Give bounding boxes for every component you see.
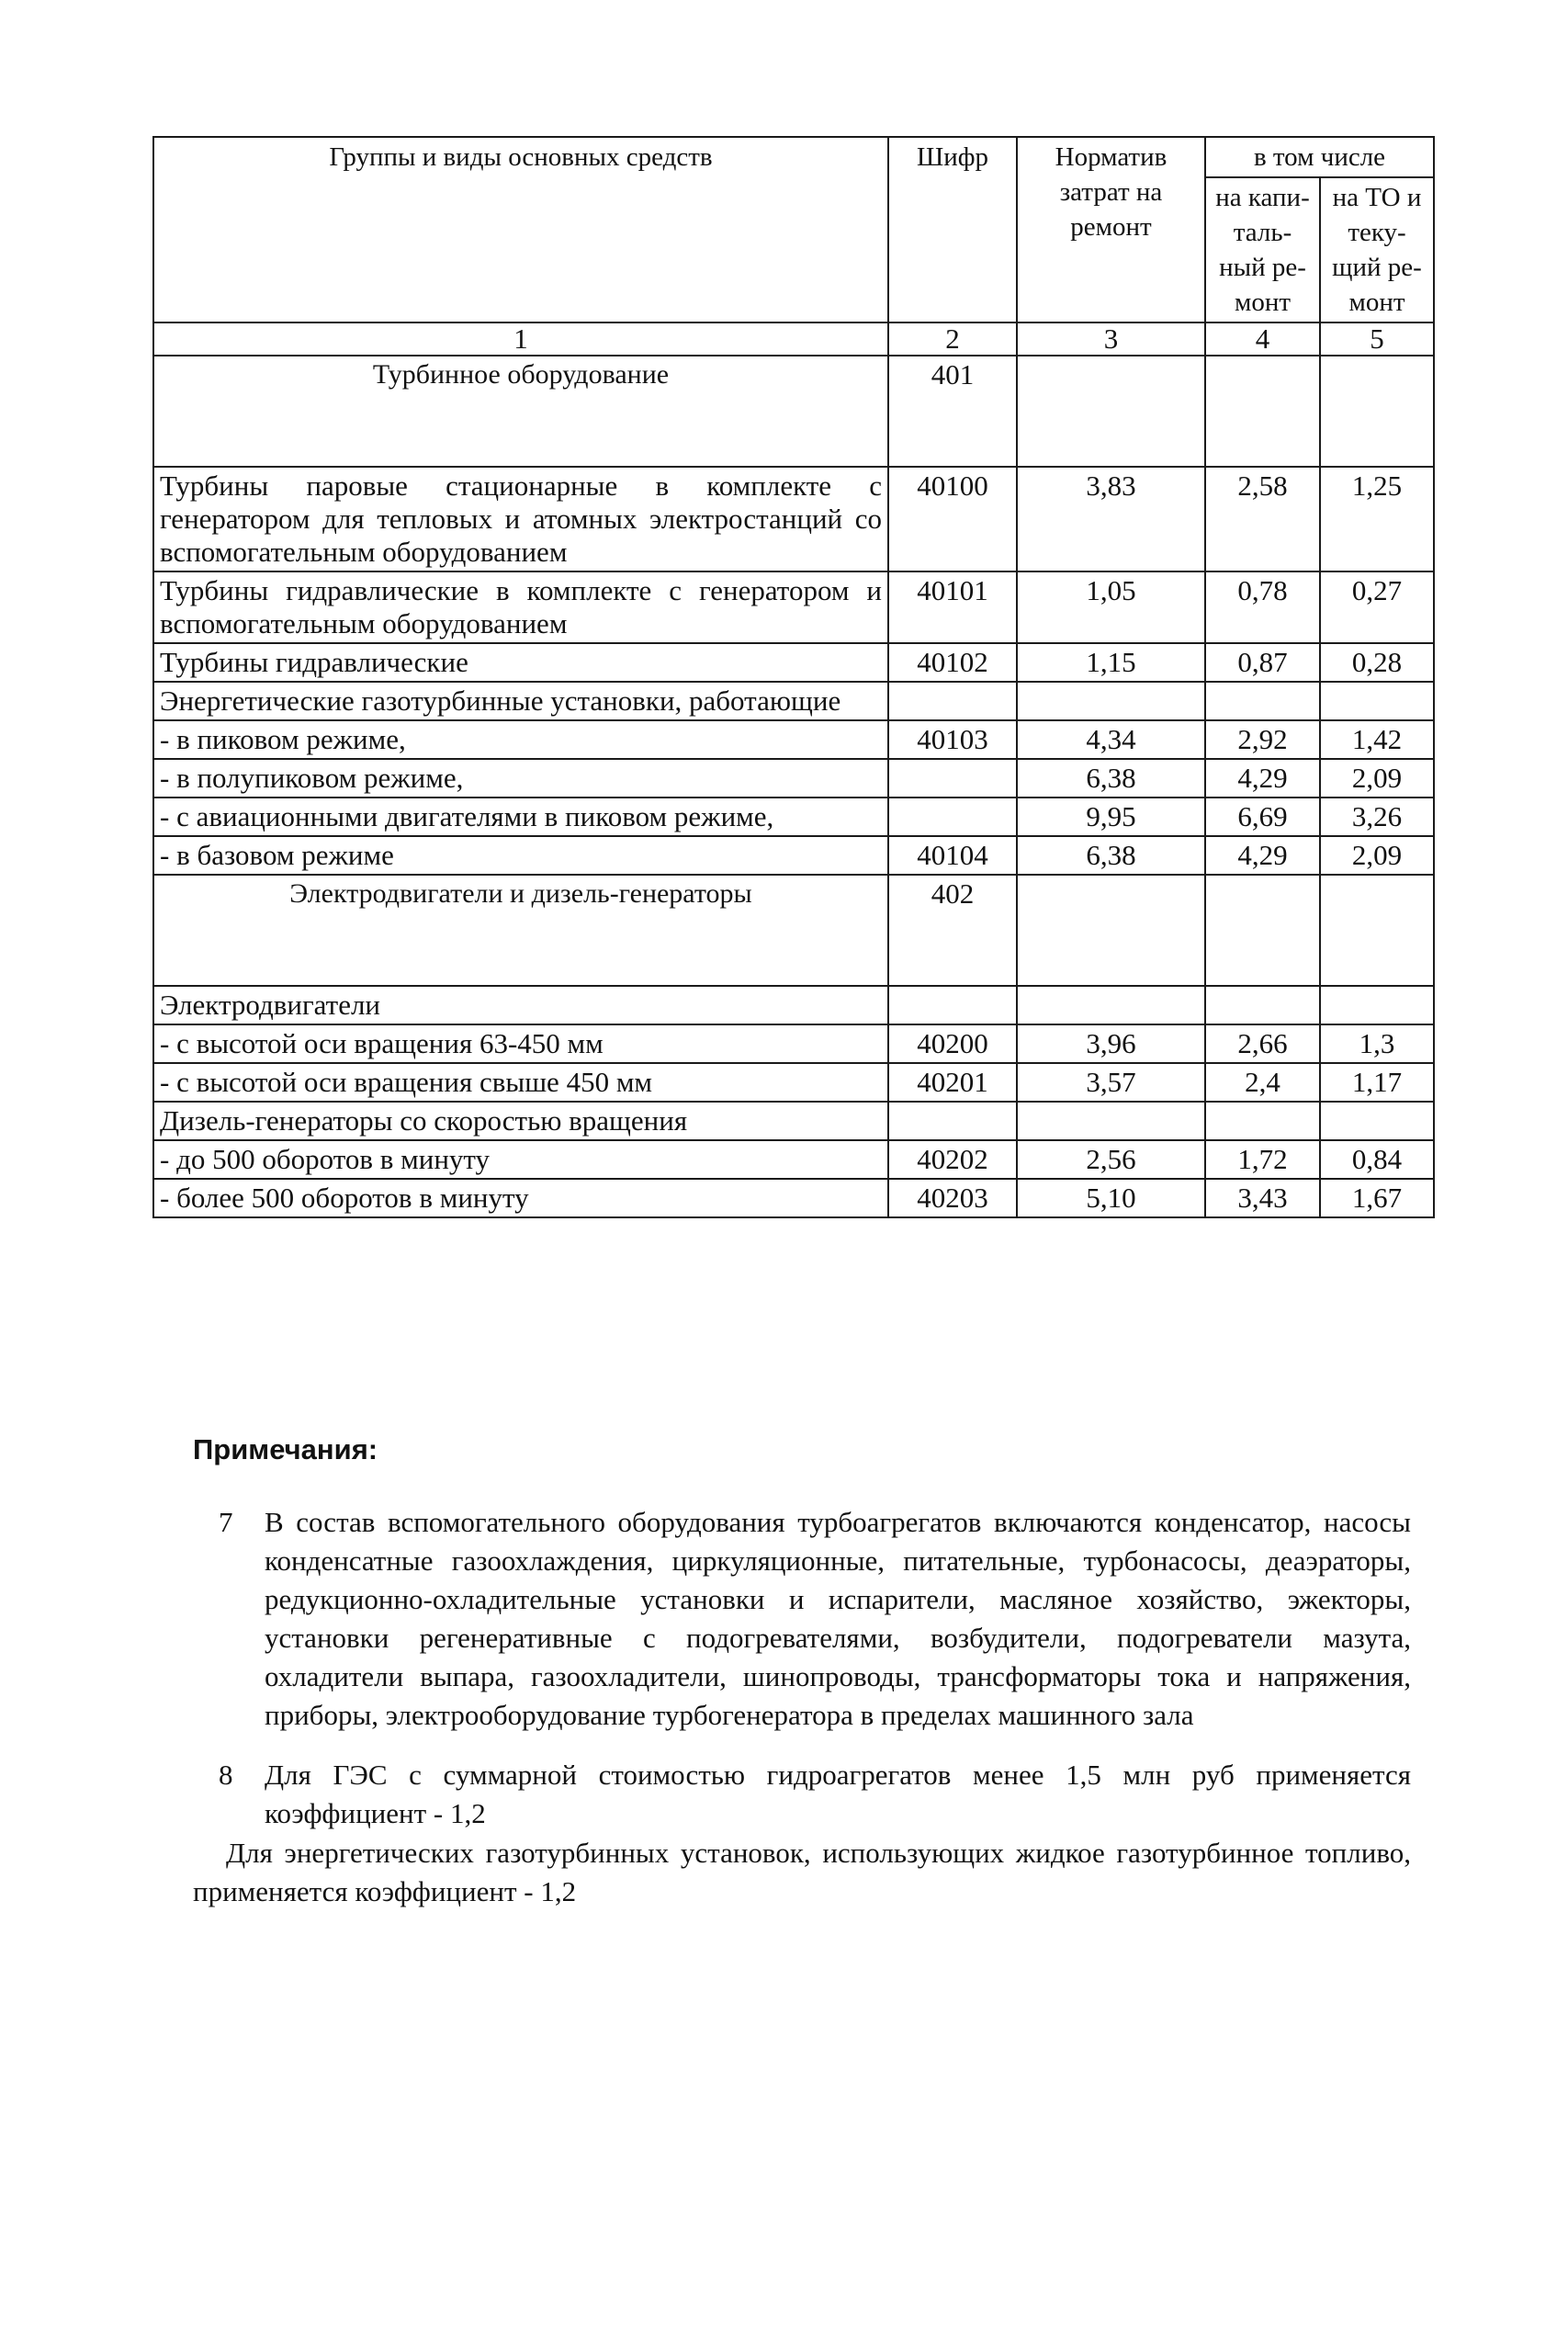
capital-cell: 4,29 [1205,759,1320,798]
group-title: Турбинное оборудование [153,356,888,467]
row-code: 40203 [888,1179,1017,1217]
row-code [888,798,1017,836]
row-code [888,759,1017,798]
capital-cell: 3,43 [1205,1179,1320,1217]
capital-cell [1205,986,1320,1024]
row-name: Электродвигатели [153,986,888,1024]
norm-cell: 6,38 [1017,836,1205,875]
capital-cell [1205,875,1320,986]
maintenance-cell: 2,09 [1320,759,1434,798]
note-number: 7 [219,1506,233,1538]
norm-cell [1017,986,1205,1024]
row-name: Дизель-генераторы со скоростью вращения [153,1102,888,1140]
notes-title: Примечания: [193,1433,378,1465]
table-row [153,1179,1434,1217]
col-number: 2 [888,322,1017,356]
header-code: Шифр [888,137,1017,322]
header-including: в том числе [1205,137,1434,177]
norm-cell: 1,15 [1017,643,1205,682]
repair-norms-table [152,136,1435,1218]
col-number: 5 [1320,322,1434,356]
maintenance-cell: 3,26 [1320,798,1434,836]
norm-cell: 6,38 [1017,759,1205,798]
maintenance-cell: 1,3 [1320,1024,1434,1063]
row-name: Турбины паровые стационарные в комплекте с генератором для тепловых и атомных электростанций со вспомогательным оборудованием [153,467,888,571]
capital-cell: 1,72 [1205,1140,1320,1179]
table-header-row [153,137,1434,177]
capital-cell [1205,1102,1320,1140]
row-code: 40101 [888,571,1017,643]
row-name: - более 500 оборотов в минуту [153,1179,888,1217]
maintenance-cell [1320,986,1434,1024]
capital-cell: 2,58 [1205,467,1320,571]
table-row [153,467,1434,571]
capital-cell: 2,66 [1205,1024,1320,1063]
col-number: 1 [153,322,888,356]
row-code: 40100 [888,467,1017,571]
row-name: - в пиковом режиме, [153,720,888,759]
note-item [219,1503,1411,1735]
row-code: 40103 [888,720,1017,759]
maintenance-cell: 0,84 [1320,1140,1434,1179]
note-number: 8 [219,1759,233,1791]
row-name: - в полупиковом режиме, [153,759,888,798]
row-code: 40200 [888,1024,1017,1063]
table-row [153,798,1434,836]
capital-cell: 0,78 [1205,571,1320,643]
row-name: - с высотой оси вращения 63-450 мм [153,1024,888,1063]
maintenance-cell: 1,17 [1320,1063,1434,1102]
row-name: - с авиационными двигателями в пиковом режиме, [153,798,888,836]
header-norm: Норматив затрат на ремонт [1017,137,1205,322]
row-name: Турбины гидравлические [153,643,888,682]
norm-cell [1017,682,1205,720]
row-code: 40102 [888,643,1017,682]
note-text-plain: Для энергетических газотурбинных установок, использующих жидкое газотурбинное топливо, применяется коэффициент - 1,2 [193,1837,1411,1907]
maintenance-cell: 2,09 [1320,836,1434,875]
row-name: Энергетические газотурбинные установки, работающие [153,682,888,720]
note-text: Для ГЭС с суммарной стоимостью гидроагрегатов менее 1,5 млн руб применяется коэффициент - 1,2 [265,1759,1411,1829]
table-row-group [153,356,1434,467]
capital-cell: 4,29 [1205,836,1320,875]
capital-cell: 2,92 [1205,720,1320,759]
note-text: В состав вспомогательного оборудования турбоагрегатов включаются конденсатор, насосы конденсатные газоохлаждения, циркуляционные, питательные, турбонасосы, деаэраторы, редукционно-охладительные установки и испарители, масляное хозяйство, эжекторы, установки регенеративные с подогревателями, возбудители, подогреватели мазута, охладители выпара, газоохладители, шинопроводы, трансформаторы тока и напряжения, приборы, электрооборудование турбогенератора в пределах машинного зала [265,1506,1411,1731]
row-name: - до 500 оборотов в минуту [153,1140,888,1179]
table-row [153,1024,1434,1063]
table-row [153,759,1434,798]
row-name: - в базовом режиме [153,836,888,875]
norm-cell: 3,83 [1017,467,1205,571]
norm-cell: 4,34 [1017,720,1205,759]
table-row [153,836,1434,875]
table-row [153,1140,1434,1179]
row-code [888,986,1017,1024]
capital-cell: 2,4 [1205,1063,1320,1102]
table-row [153,643,1434,682]
row-code: 40201 [888,1063,1017,1102]
norm-cell: 2,56 [1017,1140,1205,1179]
norm-cell: 5,10 [1017,1179,1205,1217]
maintenance-cell [1320,356,1434,467]
capital-cell [1205,682,1320,720]
row-code: 40202 [888,1140,1017,1179]
table-row [153,1102,1434,1140]
col-number: 4 [1205,322,1320,356]
norm-cell: 9,95 [1017,798,1205,836]
column-number-row [153,322,1434,356]
table-row [153,571,1434,643]
norm-cell [1017,356,1205,467]
norm-cell: 1,05 [1017,571,1205,643]
capital-cell: 0,87 [1205,643,1320,682]
maintenance-cell [1320,1102,1434,1140]
header-maintenance-repair: на ТО и теку-щий ре-монт [1320,177,1434,322]
maintenance-cell: 1,42 [1320,720,1434,759]
row-name: Турбины гидравлические в комплекте с генератором и вспомогательным оборудованием [153,571,888,643]
maintenance-cell: 1,25 [1320,467,1434,571]
row-code [888,682,1017,720]
capital-cell [1205,356,1320,467]
header-name: Группы и виды основных средств [153,137,888,322]
table-row [153,682,1434,720]
group-title: Электродвигатели и дизель-генераторы [153,875,888,986]
maintenance-cell [1320,682,1434,720]
maintenance-cell: 0,28 [1320,643,1434,682]
row-code [888,1102,1017,1140]
norm-cell: 3,96 [1017,1024,1205,1063]
capital-cell: 6,69 [1205,798,1320,836]
norm-cell: 3,57 [1017,1063,1205,1102]
group-code: 402 [888,875,1017,986]
maintenance-cell: 1,67 [1320,1179,1434,1217]
maintenance-cell [1320,875,1434,986]
table-row [153,1063,1434,1102]
group-code: 401 [888,356,1017,467]
table-row [153,986,1434,1024]
row-code: 40104 [888,836,1017,875]
table-row [153,720,1434,759]
header-capital-repair: на капи-таль-ный ре-монт [1205,177,1320,322]
row-name: - с высотой оси вращения свыше 450 мм [153,1063,888,1102]
table-row-group [153,875,1434,986]
col-number: 3 [1017,322,1205,356]
note-item [219,1756,1411,1833]
maintenance-cell: 0,27 [1320,571,1434,643]
norm-cell [1017,875,1205,986]
norm-cell [1017,1102,1205,1140]
